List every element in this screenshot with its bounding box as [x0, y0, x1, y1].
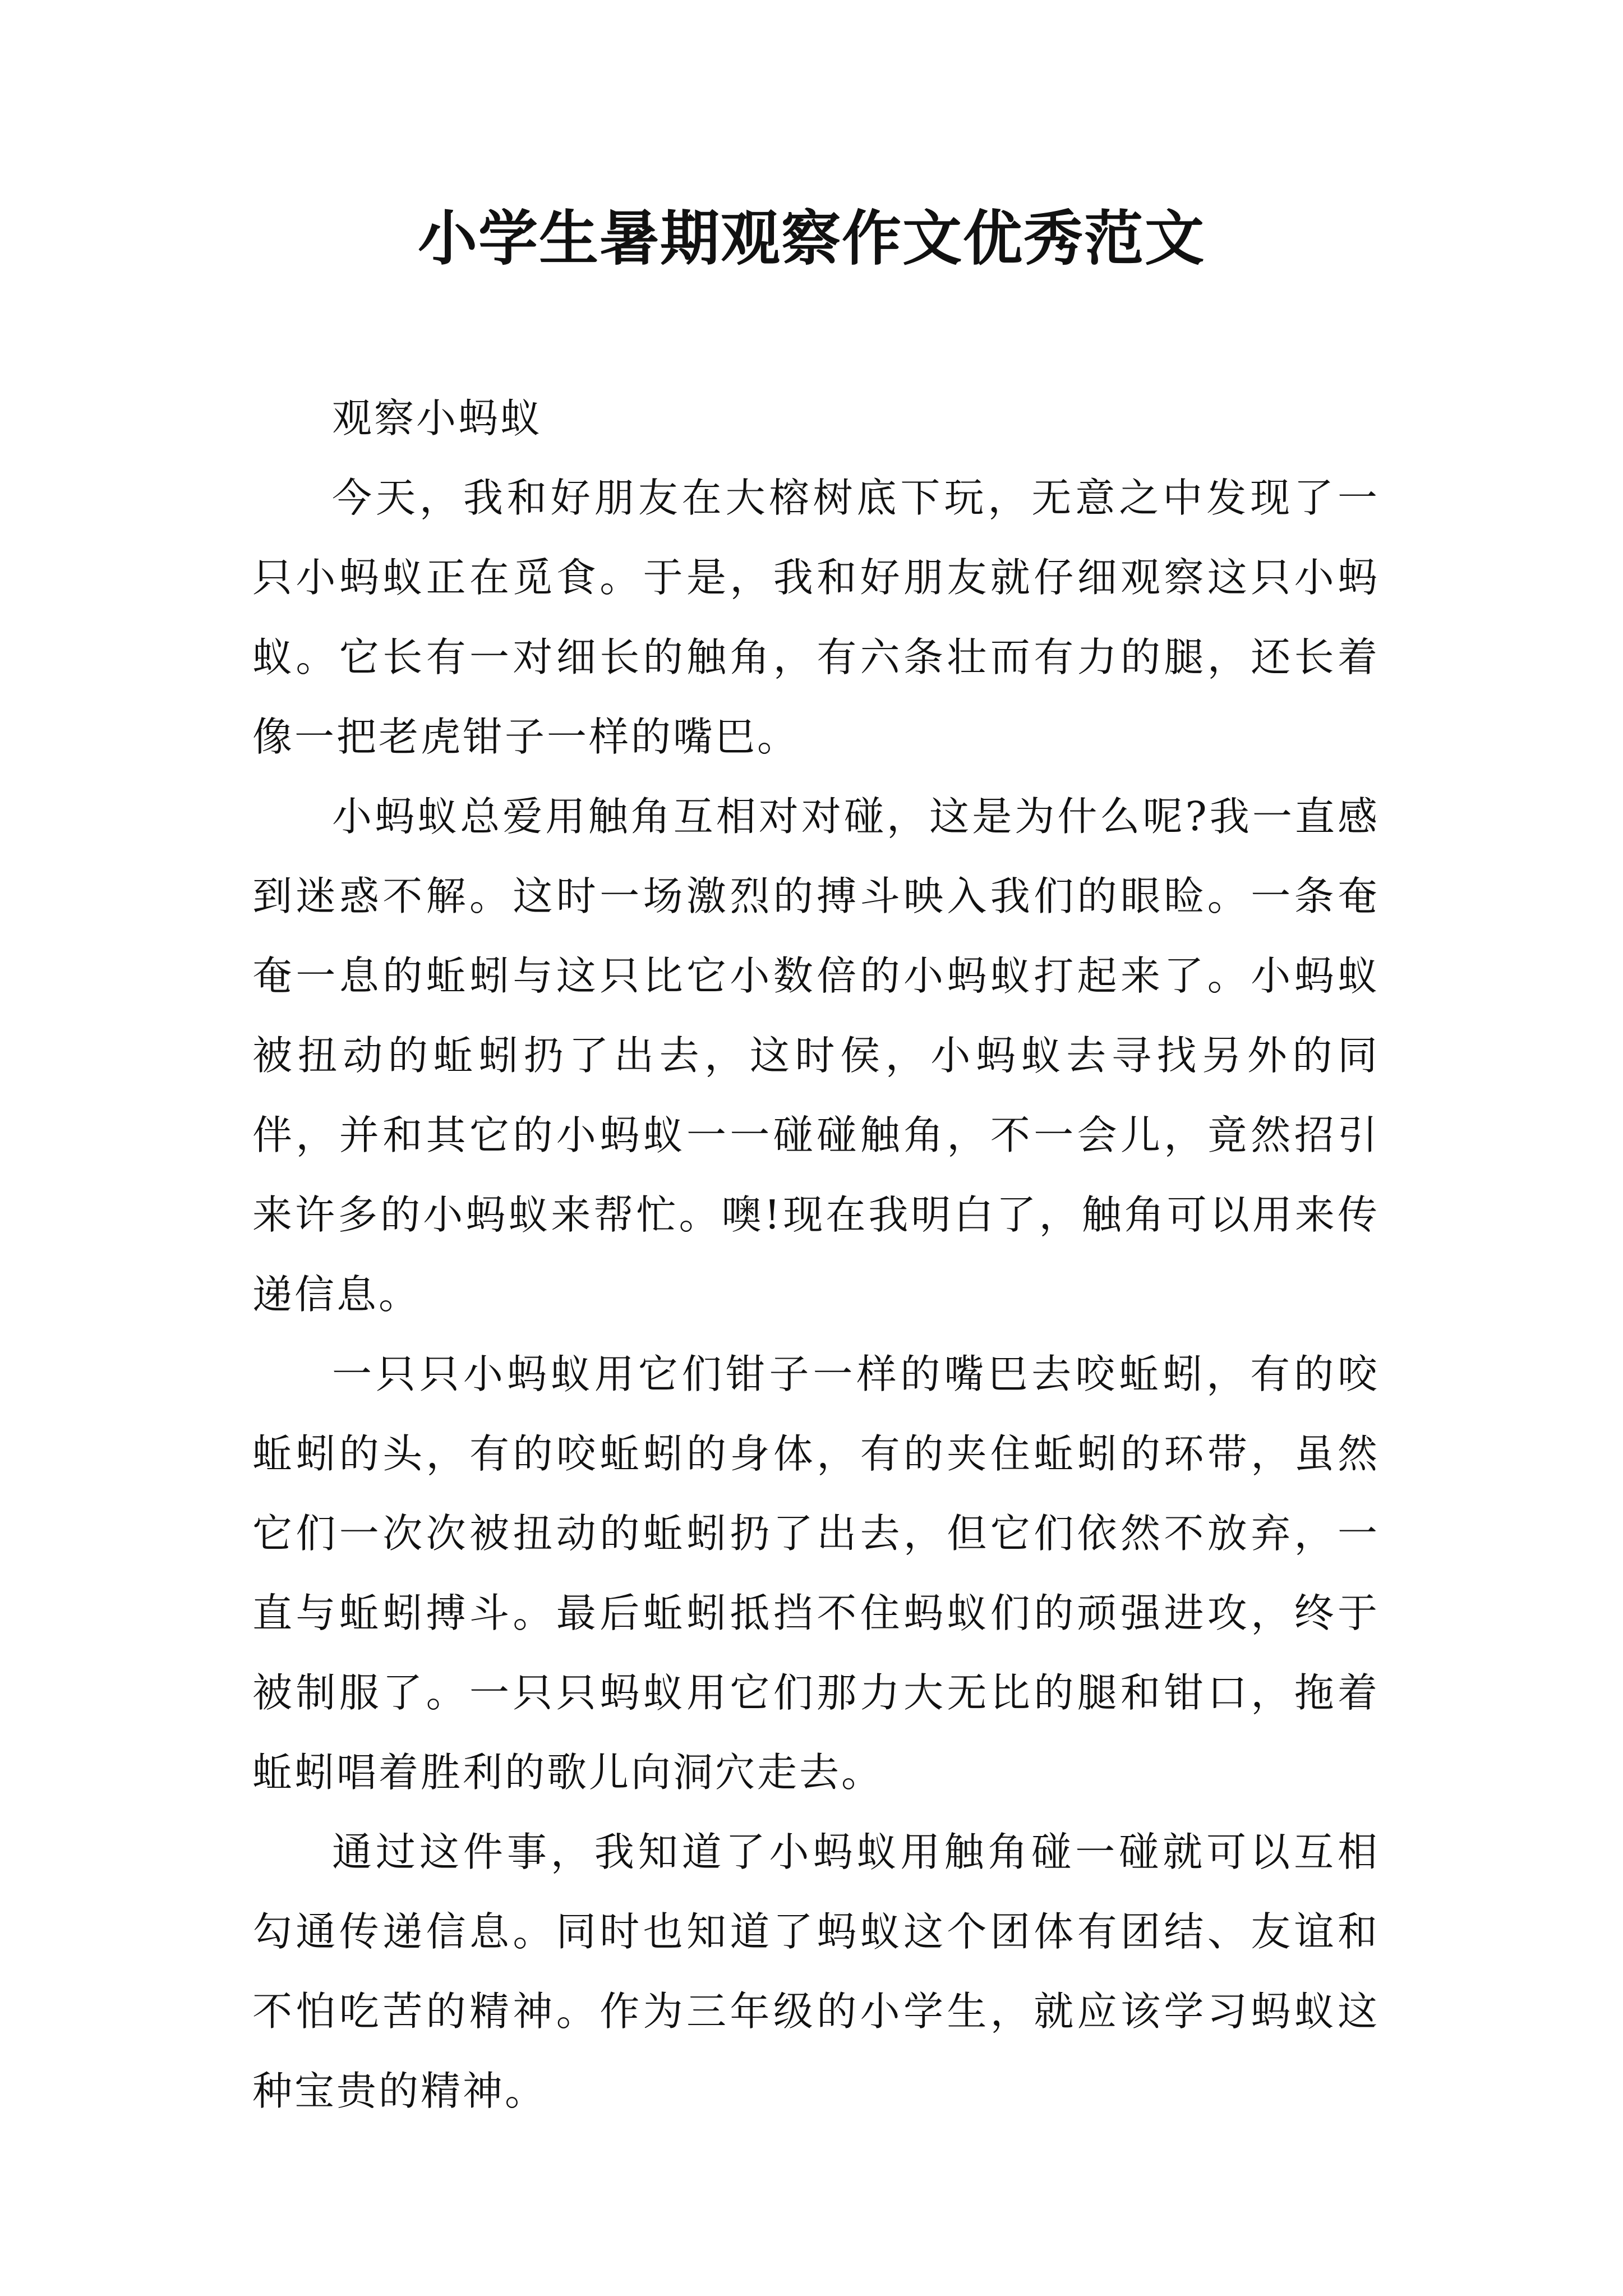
paragraph-3: 一只只小蚂蚁用它们钳子一样的嘴巴去咬蚯蚓，有的咬蚯蚓的头，有的咬蚯蚓的身体，有的夹住蚯蚓的环带，虽然它们一次次被扭动的蚯蚓扔了出去，但它们依然不放弃，一直与蚯蚓搏斗。最后蚯蚓抵挡不住蚂蚁们的顽强进攻，终于被制服了。一只只蚂蚁用它们那力大无比的腿和钳口，拖着蚯蚓唱着胜利的歌儿向洞穴走去。 — [252, 1351, 1380, 1796]
paragraph-1: 今天，我和好朋友在大榕树底下玩，无意之中发现了一只小蚂蚁正在觅食。于是，我和好朋友就仔细观察这只小蚂蚁。它长有一对细长的触角，有六条壮而有力的腿，还长着像一把老虎钳子一样的嘴巴。 — [252, 475, 1380, 760]
document-body — [252, 379, 1380, 2131]
paragraph-4: 通过这件事，我知道了小蚂蚁用触角碰一碰就可以互相勾通传递信息。同时也知道了蚂蚁这个团体有团结、友谊和不怕吃苦的精神。作为三年级的小学生，就应该学习蚂蚁这种宝贵的精神。 — [252, 1829, 1380, 2114]
essay-subtitle: 观察小蚂蚁 — [332, 395, 543, 441]
document-title: 小学生暑期观察作文优秀范文 — [418, 203, 1205, 273]
paragraph-2: 小蚂蚁总爱用触角互相对对碰，这是为什么呢?我一直感到迷惑不解。这时一场激烈的搏斗映入我们的眼睑。一条奄奄一息的蚯蚓与这只比它小数倍的小蚂蚁打起来了。小蚂蚁被扭动的蚯蚓扔了出去，这时侯，小蚂蚁去寻找另外的同伴，并和其它的小蚂蚁一一碰碰触角，不一会儿，竟然招引来许多的小蚂蚁来帮忙。噢!现在我明白了，触角可以用来传递信息。 — [252, 793, 1380, 1318]
